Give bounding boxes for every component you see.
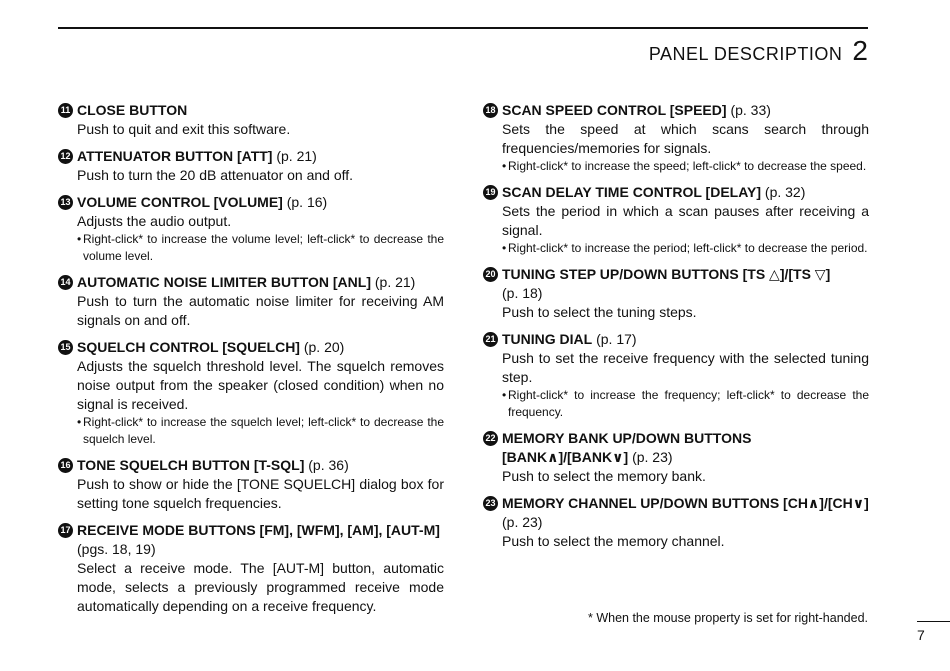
- item-number-badge: 14: [58, 275, 73, 290]
- item-heading: [77, 521, 444, 540]
- page-reference: (p. 32): [764, 184, 806, 200]
- item-number-badge: 17: [58, 523, 73, 538]
- right-column: [483, 101, 869, 559]
- item-title: RECEIVE MODE BUTTONS [FM], [WFM], [AM], [AUT-M]: [77, 522, 440, 538]
- item-number-badge: 21: [483, 332, 498, 347]
- list-item: [58, 147, 444, 185]
- page-reference: (p. 23): [502, 514, 543, 530]
- item-description: Push to show or hide the [TONE SQUELCH] dialog box for setting tone squelch frequencies.: [77, 476, 444, 511]
- item-bullet-note: • Right-click* to increase the frequency; left-click* to decrease the frequency.: [502, 387, 869, 421]
- item-heading: [502, 265, 869, 284]
- item-heading: [502, 494, 869, 532]
- item-heading: [502, 330, 869, 349]
- list-item: [58, 338, 444, 448]
- list-item: [58, 521, 444, 616]
- page-reference: (p. 33): [730, 102, 771, 118]
- item-description: (p. 18): [502, 285, 543, 301]
- item-number-badge: 12: [58, 149, 73, 164]
- item-heading: [502, 101, 869, 120]
- item-title: VOLUME CONTROL [VOLUME]: [77, 194, 283, 210]
- page-reference: (p. 23): [632, 449, 673, 465]
- page-number: 7: [917, 627, 925, 643]
- item-number-badge: 19: [483, 185, 498, 200]
- page-reference: (p. 20): [303, 339, 345, 355]
- item-title: MEMORY CHANNEL UP/DOWN BUTTONS [CH∧]/[CH∨]: [502, 495, 869, 511]
- item-bullet-note: • Right-click* to increase the volume level; left-click* to decrease the volume level.: [77, 231, 444, 265]
- item-number-badge: 18: [483, 103, 498, 118]
- item-title: ATTENUATOR BUTTON [ATT]: [77, 148, 273, 164]
- page-reference: (p. 16): [286, 194, 328, 210]
- item-number-badge: 11: [58, 103, 73, 118]
- chapter-number: 2: [852, 35, 868, 66]
- list-item: [483, 183, 869, 257]
- item-heading: [502, 183, 869, 202]
- list-item: [483, 101, 869, 175]
- item-title: SCAN SPEED CONTROL [SPEED]: [502, 102, 727, 118]
- item-number-badge: 20: [483, 267, 498, 282]
- page-reference: (p. 36): [308, 457, 349, 473]
- page-header: [649, 35, 868, 67]
- list-item: [483, 494, 869, 551]
- item-description: Adjusts the squelch threshold level. The squelch removes noise output from the speaker (closed condition) when no signal is received.: [77, 358, 444, 412]
- item-title: MEMORY BANK UP/DOWN BUTTONS [BANK∧]/[BANK∨]: [502, 430, 752, 465]
- item-description: Push to select the memory bank.: [502, 468, 706, 484]
- item-number-badge: 22: [483, 431, 498, 446]
- item-title: AUTOMATIC NOISE LIMITER BUTTON [ANL]: [77, 274, 371, 290]
- item-description: (pgs. 18, 19): [77, 541, 156, 557]
- item-heading: [77, 147, 444, 166]
- item-bullet-note: • Right-click* to increase the period; left-click* to decrease the period.: [502, 240, 869, 257]
- list-item: [58, 273, 444, 330]
- item-heading: [77, 338, 444, 357]
- item-title: SCAN DELAY TIME CONTROL [DELAY]: [502, 184, 762, 200]
- item-title: SQUELCH CONTROL [SQUELCH]: [77, 339, 300, 355]
- list-item: [58, 456, 444, 513]
- item-heading: [77, 456, 444, 475]
- item-description: Sets the speed at which scans search through frequencies/memories for signals.: [502, 121, 869, 156]
- list-item: [58, 193, 444, 265]
- item-description: Push to set the receive frequency with the selected tuning step.: [502, 350, 869, 385]
- item-description: Push to select the memory channel.: [502, 533, 725, 549]
- footnote: * When the mouse property is set for right-handed.: [587, 611, 868, 625]
- header-rule: [58, 27, 868, 29]
- item-heading: [502, 429, 869, 467]
- left-column: [58, 101, 444, 624]
- item-bullet-note: • Right-click* to increase the speed; left-click* to decrease the speed.: [502, 158, 869, 175]
- item-number-badge: 16: [58, 458, 73, 473]
- item-number-badge: 13: [58, 195, 73, 210]
- item-description: Push to quit and exit this software.: [77, 121, 291, 137]
- list-item: [483, 429, 869, 486]
- corner-rule: [917, 621, 950, 622]
- item-heading: [77, 273, 444, 292]
- item-description: Adjusts the audio output.: [77, 213, 232, 229]
- item-description: Push to turn the 20 dB attenuator on and off.: [77, 167, 354, 183]
- item-title: TONE SQUELCH BUTTON [T-SQL]: [77, 457, 305, 473]
- item-heading: [77, 193, 444, 212]
- page-reference: (p. 17): [596, 331, 637, 347]
- page-reference: (p. 21): [276, 148, 317, 164]
- item-description: Sets the period in which a scan pauses after receiving a signal.: [502, 203, 869, 238]
- item-number-badge: 23: [483, 496, 498, 511]
- item-title: CLOSE BUTTON: [77, 102, 188, 118]
- list-item: [58, 101, 444, 139]
- item-number-badge: 15: [58, 340, 73, 355]
- page-reference: (p. 21): [374, 274, 416, 290]
- section-title: PANEL DESCRIPTION: [648, 44, 843, 64]
- item-title: TUNING DIAL: [502, 331, 593, 347]
- item-description: Push to turn the automatic noise limiter for receiving AM signals on and off.: [77, 293, 444, 328]
- item-title: TUNING STEP UP/DOWN BUTTONS [TS △]/[TS ▽]: [502, 266, 831, 282]
- item-heading: [77, 101, 444, 120]
- item-bullet-note: • Right-click* to increase the squelch level; left-click* to decrease the squelch level.: [77, 414, 444, 448]
- item-description: Select a receive mode. The [AUT-M] button, automatic mode, selects a previously programmed receive mode automatically depending on a receive frequency.: [77, 560, 444, 614]
- list-item: [483, 265, 869, 322]
- item-description: Push to select the tuning steps.: [502, 304, 697, 320]
- list-item: [483, 330, 869, 421]
